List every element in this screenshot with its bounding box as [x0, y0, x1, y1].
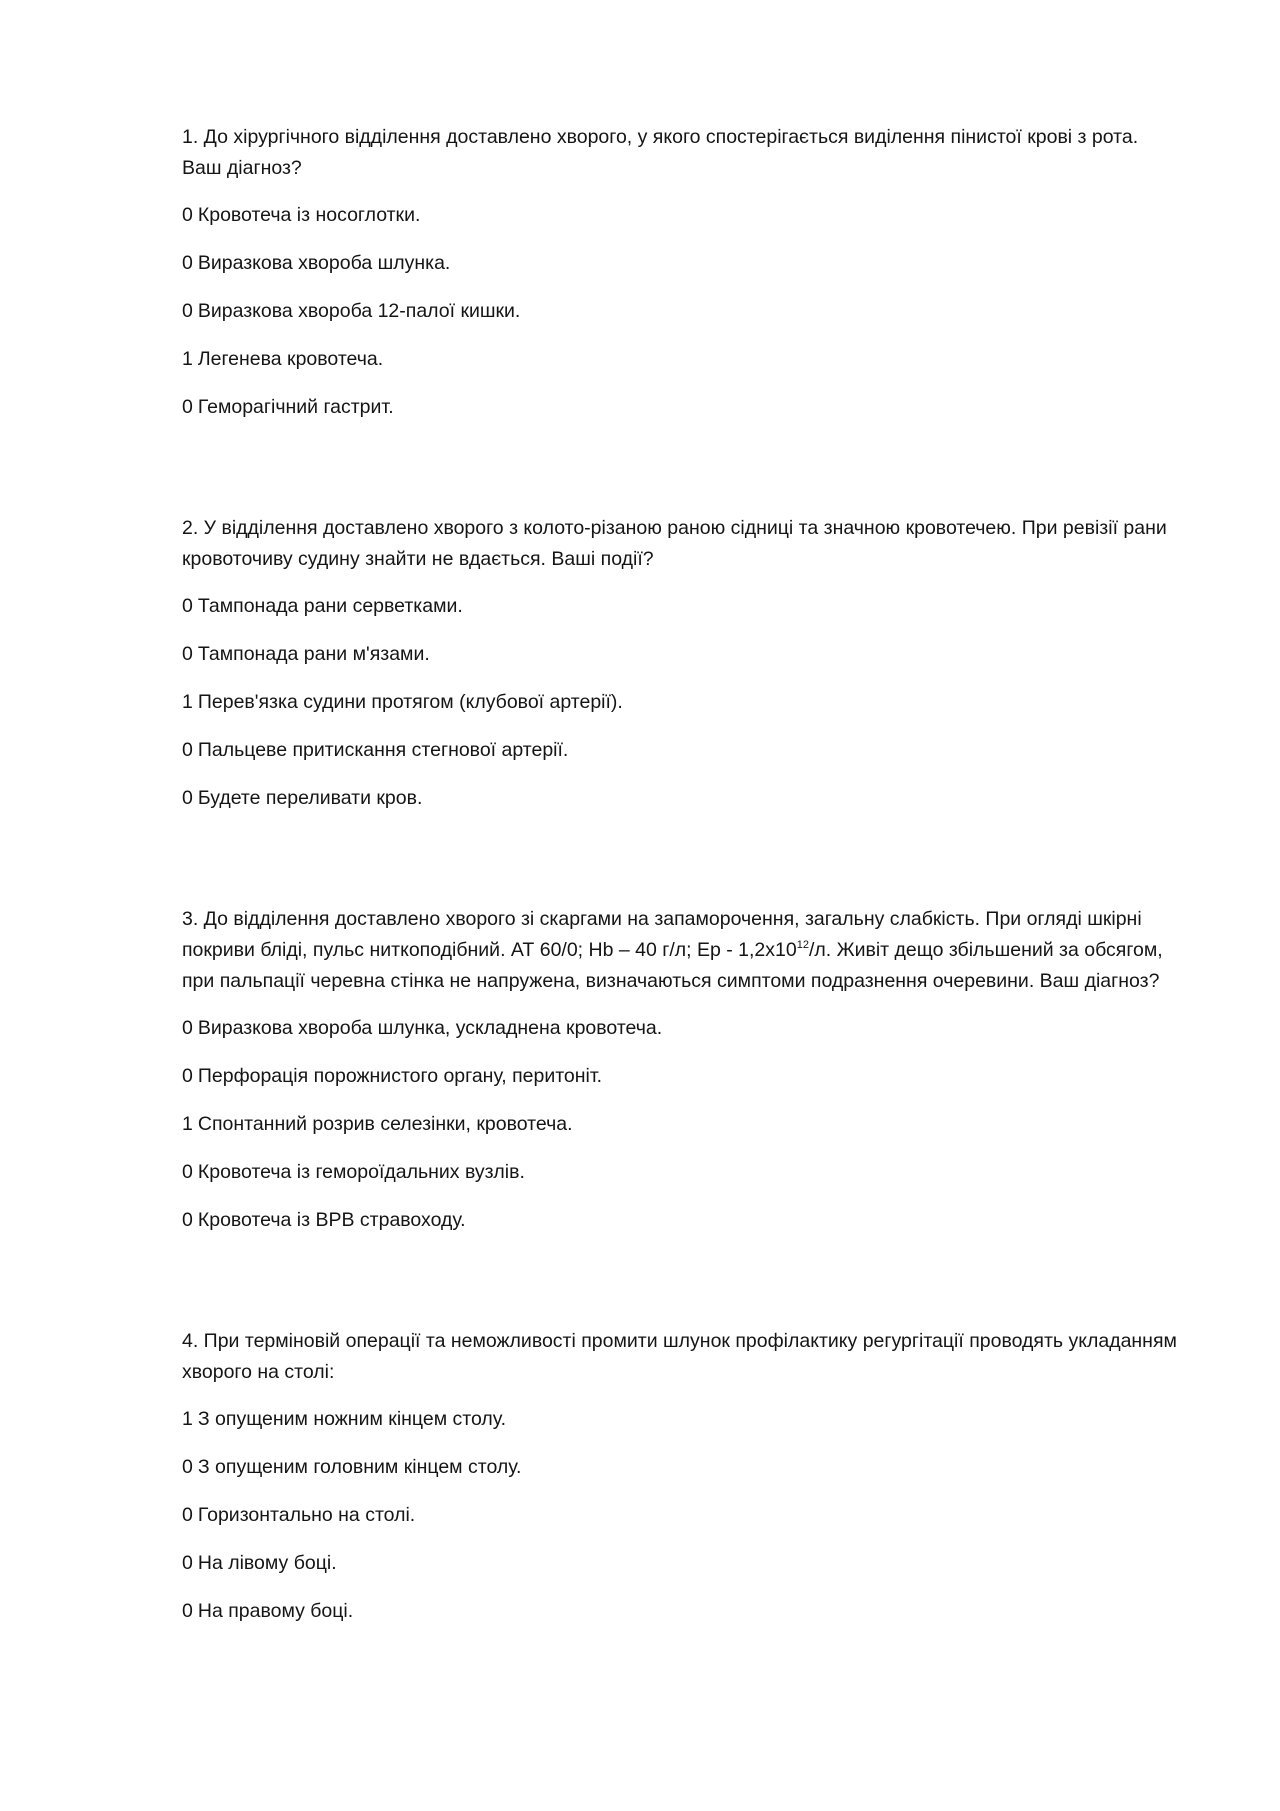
answer-option — [182, 1109, 1180, 1140]
question-3 — [182, 904, 1180, 1236]
answer-option — [182, 1013, 1180, 1044]
answer-score: 0 — [182, 787, 193, 809]
answer-score: 0 — [182, 739, 193, 761]
answer-score: 0 — [182, 300, 193, 322]
answer-option — [182, 639, 1180, 670]
exponent: 12 — [796, 939, 809, 951]
answer-option — [182, 1404, 1180, 1435]
answer-score: 0 — [182, 1209, 193, 1231]
answer-label: Геморагічний гастрит. — [197, 396, 394, 418]
answer-option — [182, 1596, 1180, 1627]
answer-option — [182, 1452, 1180, 1483]
answer-option — [182, 200, 1180, 231]
answer-label: Пальцеве притискання стегнової артерії. — [197, 739, 569, 761]
answer-label: Спонтанний розрив селезінки, кровотеча. — [197, 1113, 573, 1135]
answer-score: 0 — [182, 1456, 193, 1478]
question-text-part: /л. Живіт дещо збільшений за обсягом, при пальпації черевна стінка не напружена, визначаються симптоми подразнення очеревини. Ваш діагноз? — [182, 939, 1163, 992]
answer-score: 0 — [182, 204, 193, 226]
answer-option — [182, 1548, 1180, 1579]
answer-label: З опущеним ножним кінцем столу. — [197, 1408, 507, 1430]
answer-score: 1 — [182, 348, 193, 370]
question-text — [182, 904, 1180, 997]
question-text: 2. У відділення доставлено хворого з колото-різаною раною сідниці та значною кровотечею. При ревізії рани кровоточиву судину знайти не вдається. Ваші події? — [182, 517, 1167, 570]
answer-label: Виразкова хвороба 12-палої кишки. — [197, 300, 521, 322]
answer-score: 1 — [182, 691, 193, 713]
answer-label: Кровотеча із ВРВ стравоходу. — [197, 1209, 466, 1231]
question-1 — [182, 122, 1180, 423]
answer-score: 0 — [182, 643, 193, 665]
answer-label: На правому боці. — [197, 1600, 354, 1622]
answer-score: 0 — [182, 1065, 193, 1087]
answer-label: Кровотеча із носоглотки. — [197, 204, 421, 226]
answer-option — [182, 735, 1180, 766]
question-2 — [182, 513, 1180, 814]
answer-option — [182, 344, 1180, 375]
answer-option — [182, 1157, 1180, 1188]
answer-label: На лівому боці. — [197, 1552, 337, 1574]
answer-label: Перев'язка судини протягом (клубової артерії). — [197, 691, 623, 713]
answer-label: Горизонтально на столі. — [197, 1504, 416, 1526]
answer-score: 1 — [182, 1408, 193, 1430]
answer-label: Будете переливати кров. — [197, 787, 423, 809]
answer-label: Тампонада рани серветками. — [197, 595, 463, 617]
answer-option — [182, 296, 1180, 327]
answer-label: Виразкова хвороба шлунка. — [197, 252, 451, 274]
answer-score: 0 — [182, 1600, 193, 1622]
answer-option — [182, 392, 1180, 423]
question-text-part: 3. До відділення доставлено хворого зі скаргами на запаморочення, загальну слабкість. При огляді шкірні покриви бліді, пульс ниткоподібний. АТ 60/0; Hb – 40 г/л; Ер - 1,2х10 — [182, 908, 1142, 961]
answer-score: 0 — [182, 252, 193, 274]
answer-score: 0 — [182, 1552, 193, 1574]
answer-score: 0 — [182, 1504, 193, 1526]
answer-label: Легенева кровотеча. — [197, 348, 384, 370]
answer-score: 0 — [182, 1017, 193, 1039]
answer-label: Тампонада рани м'язами. — [197, 643, 430, 665]
answer-option — [182, 248, 1180, 279]
question-text: 1. До хірургічного відділення доставлено хворого, у якого спостерігається виділення пінистої крові з рота. Ваш діагноз? — [182, 126, 1139, 179]
answer-label: Перфорація порожнистого органу, перитоніт. — [197, 1065, 603, 1087]
answer-option — [182, 783, 1180, 814]
answer-score: 0 — [182, 595, 193, 617]
question-4 — [182, 1326, 1180, 1627]
answer-option — [182, 1205, 1180, 1236]
answer-score: 0 — [182, 1161, 193, 1183]
answer-label: З опущеним головним кінцем столу. — [197, 1456, 522, 1478]
answer-score: 1 — [182, 1113, 193, 1135]
answer-label: Кровотеча із гемороїдальних вузлів. — [197, 1161, 525, 1183]
answer-option — [182, 1061, 1180, 1092]
answer-score: 0 — [182, 396, 193, 418]
answer-option — [182, 591, 1180, 622]
answer-label: Виразкова хвороба шлунка, ускладнена кровотеча. — [197, 1017, 663, 1039]
answer-option — [182, 1500, 1180, 1531]
question-text: 4. При терміновій операції та неможливості промити шлунок профілактику регургітації проводять укладанням хворого на столі: — [182, 1330, 1177, 1383]
answer-option — [182, 687, 1180, 718]
